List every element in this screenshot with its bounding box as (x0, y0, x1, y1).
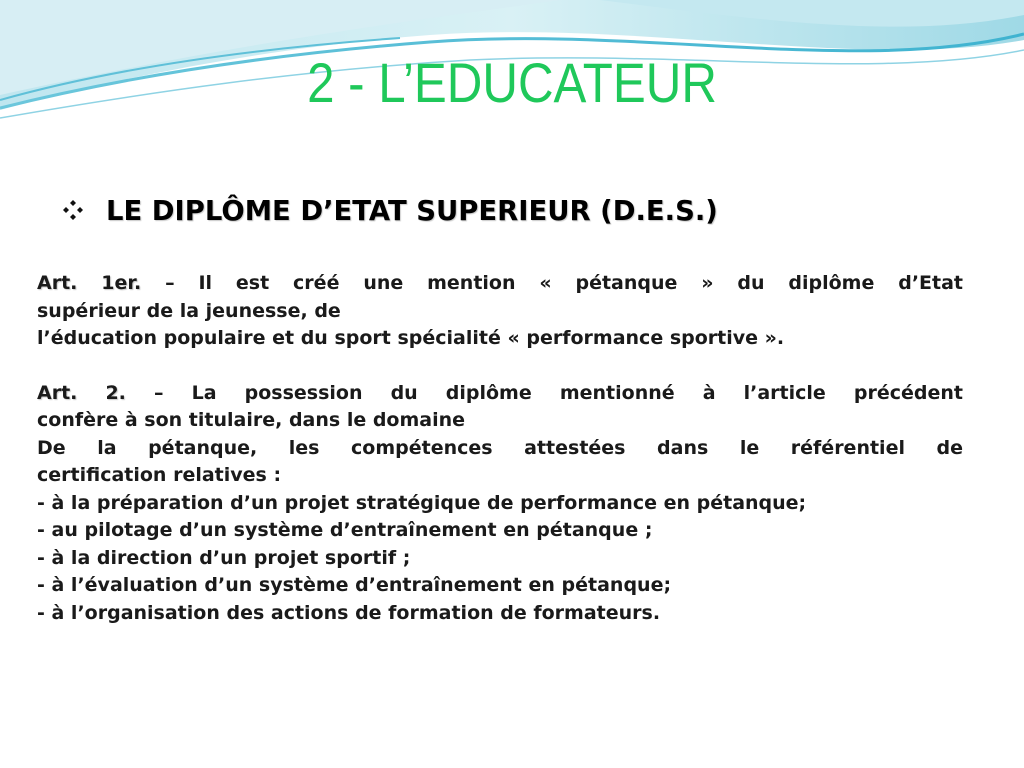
article-1-line-1 (37, 270, 963, 298)
slide-title: 2 - L’EDUCATEUR (307, 51, 717, 114)
section-heading: LE DIPLÔME D’ETAT SUPERIEUR (D.E.S.) (106, 193, 718, 227)
list-item: - à l’organisation des actions de formation de formateurs. (37, 601, 661, 624)
article-1-line-2: supérieur de la jeunesse, de (37, 299, 341, 322)
article-2-dash: – (125, 381, 192, 404)
list-item: - à la préparation d’un projet stratégique de performance en pétanque; (37, 491, 807, 514)
article-2-line-1 (37, 380, 963, 408)
article-1-dash: – (141, 272, 199, 294)
article-1-text-1: Il est créé une mention « pétanque » du diplôme d’Etat (198, 272, 964, 294)
article-2-label: Art. 2. (37, 381, 126, 404)
list-item: - au pilotage d’un système d’entraînement en pétanque ; (37, 519, 653, 541)
article-1-label: Art. 1er. (37, 272, 142, 294)
article-1 (37, 270, 963, 353)
list-item: - à la direction d’un projet sportif ; (37, 546, 411, 569)
article-2-line-2: confère à son titulaire, dans le domaine (37, 409, 466, 431)
list-item: - à l’évaluation d’un système d’entraînement en pétanque; (37, 574, 672, 596)
article-1-line-3: l’éducation populaire et du sport spécialité « performance sportive ». (37, 327, 785, 349)
article-2-text-1: La possession du diplôme mentionné à l’article précédent (191, 381, 963, 404)
diamond-quad-bullet-icon (62, 199, 84, 221)
subtitle-row (62, 190, 730, 230)
article-2-line-4: certification relatives : (37, 464, 282, 486)
article-text-block (37, 270, 963, 627)
article-2 (37, 380, 963, 628)
article-2-line-3: De la pétanque, les compétences attestées dans le référentiel de (37, 436, 963, 459)
